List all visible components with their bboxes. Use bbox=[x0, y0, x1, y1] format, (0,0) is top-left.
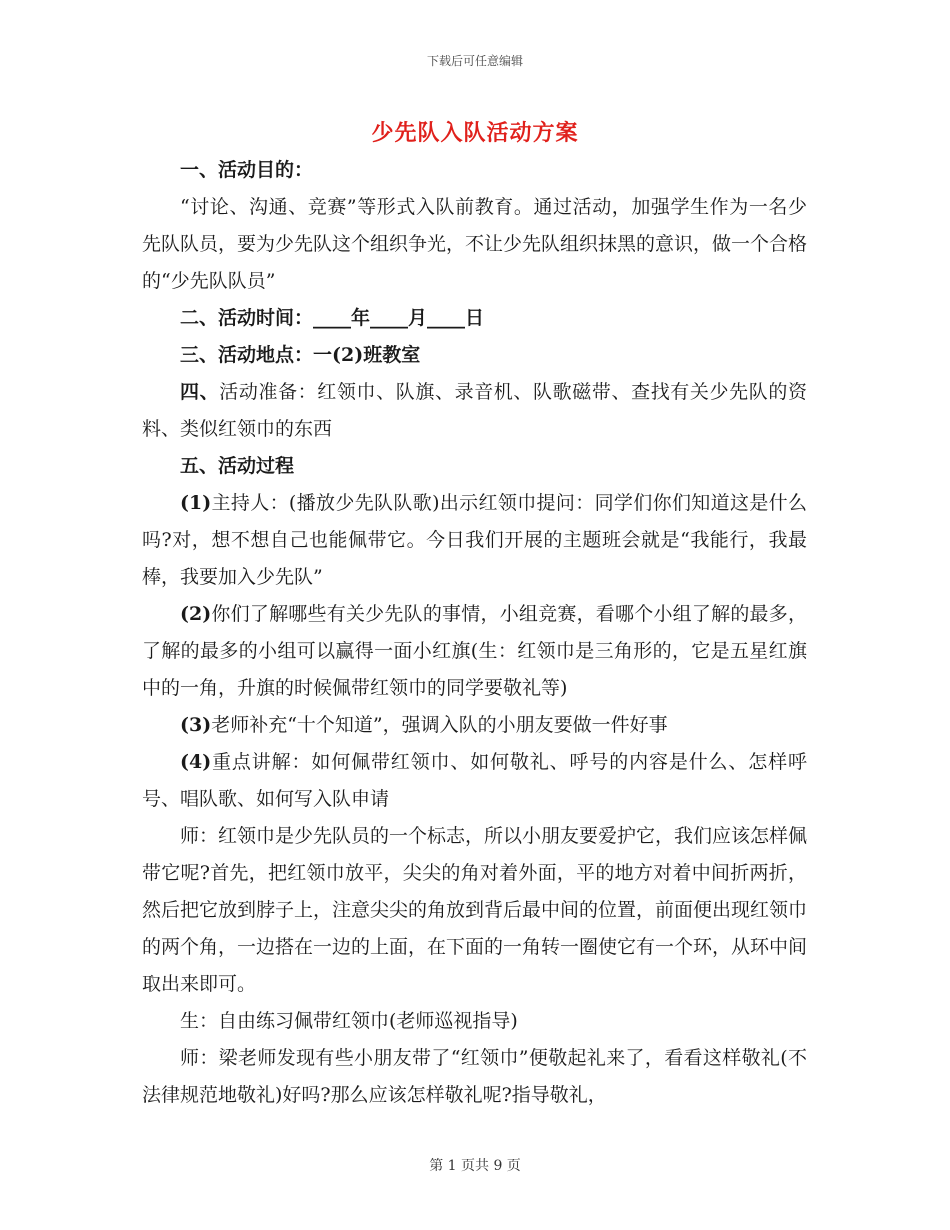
section-heading-time: 二、活动时间：____年____月____日 bbox=[180, 307, 485, 329]
step-text: 老师补充“十个知道”，强调入队的小朋友要做一件好事 bbox=[211, 714, 668, 736]
teacher-paragraph-2: 师：梁老师发现有些小朋友带了“红领巾”便敬起礼来了，看看这样敬礼(不法律规范地敬礼)好吗?那么应该怎样敬礼呢?指导敬礼， bbox=[142, 1047, 807, 1106]
step-number: (4) bbox=[180, 751, 212, 773]
student-paragraph: 生：自由练习佩带红领巾(老师巡视指导) bbox=[180, 1010, 518, 1032]
page-header: 下载后可任意编辑 bbox=[426, 54, 523, 68]
teacher-paragraph-1: 师：红领巾是少先队员的一个标志，所以小朋友要爱护它，我们应该怎样佩带它呢?首先，把红领巾放平，尖尖的角对着外面，平的地方对着中间折两折，然后把它放到脖子上，注意尖尖的角放到背后最中间的位置，前面便出现红领巾的两个角，一边搭在一边的上面，在下面的一角转一圈使它有一个环，从环中间取出来即可。 bbox=[142, 825, 808, 995]
step-number: (1) bbox=[180, 492, 212, 514]
process-step-3 bbox=[142, 707, 807, 744]
step-text: 主持人：(播放少先队队歌)出示红领巾提问：同学们你们知道这是什么吗?对，想不想自己也能佩带它。今日我们开展的主题班会就是“我能行，我最棒，我要加入少先队” bbox=[142, 492, 807, 588]
process-step-4 bbox=[142, 744, 807, 818]
section-heading-goal: 一、活动目的： bbox=[180, 159, 314, 181]
process-step-2 bbox=[142, 596, 807, 707]
document-title: 少先队入队活动方案 bbox=[371, 120, 579, 146]
page-footer: 第 1 页共 9 页 bbox=[429, 1158, 521, 1174]
step-text: 你们了解哪些有关少先队的事情，小组竞赛，看哪个小组了解的最多，了解的最多的小组可以赢得一面小红旗(生：红领巾是三角形的，它是五星红旗中的一角，升旗的时候佩带红领巾的同学要敬礼等) bbox=[142, 603, 807, 699]
process-step-1 bbox=[142, 485, 807, 596]
section-heading-place: 三、活动地点：一(2)班教室 bbox=[180, 344, 421, 366]
paragraph-goal: “讨论、沟通、竞赛”等形式入队前教育。通过活动，加强学生作为一名少先队队员，要为少先队这个组织争光，不让少先队组织抹黑的意识，做一个合格的“少先队队员” bbox=[142, 196, 808, 292]
paragraph-preparation bbox=[142, 374, 807, 448]
section-heading-process: 五、活动过程 bbox=[180, 455, 295, 477]
step-text: 重点讲解：如何佩带红领巾、如何敬礼、呼号的内容是什么、怎样呼号、唱队歌、如何写入队申请 bbox=[142, 751, 807, 810]
step-number: (2) bbox=[180, 603, 212, 625]
preparation-text: 活动准备：红领巾、队旗、录音机、队歌磁带、查找有关少先队的资料、类似红领巾的东西 bbox=[142, 381, 807, 440]
section-number-4: 四、 bbox=[180, 381, 220, 403]
document-body bbox=[142, 152, 807, 1114]
step-number: (3) bbox=[180, 714, 212, 736]
